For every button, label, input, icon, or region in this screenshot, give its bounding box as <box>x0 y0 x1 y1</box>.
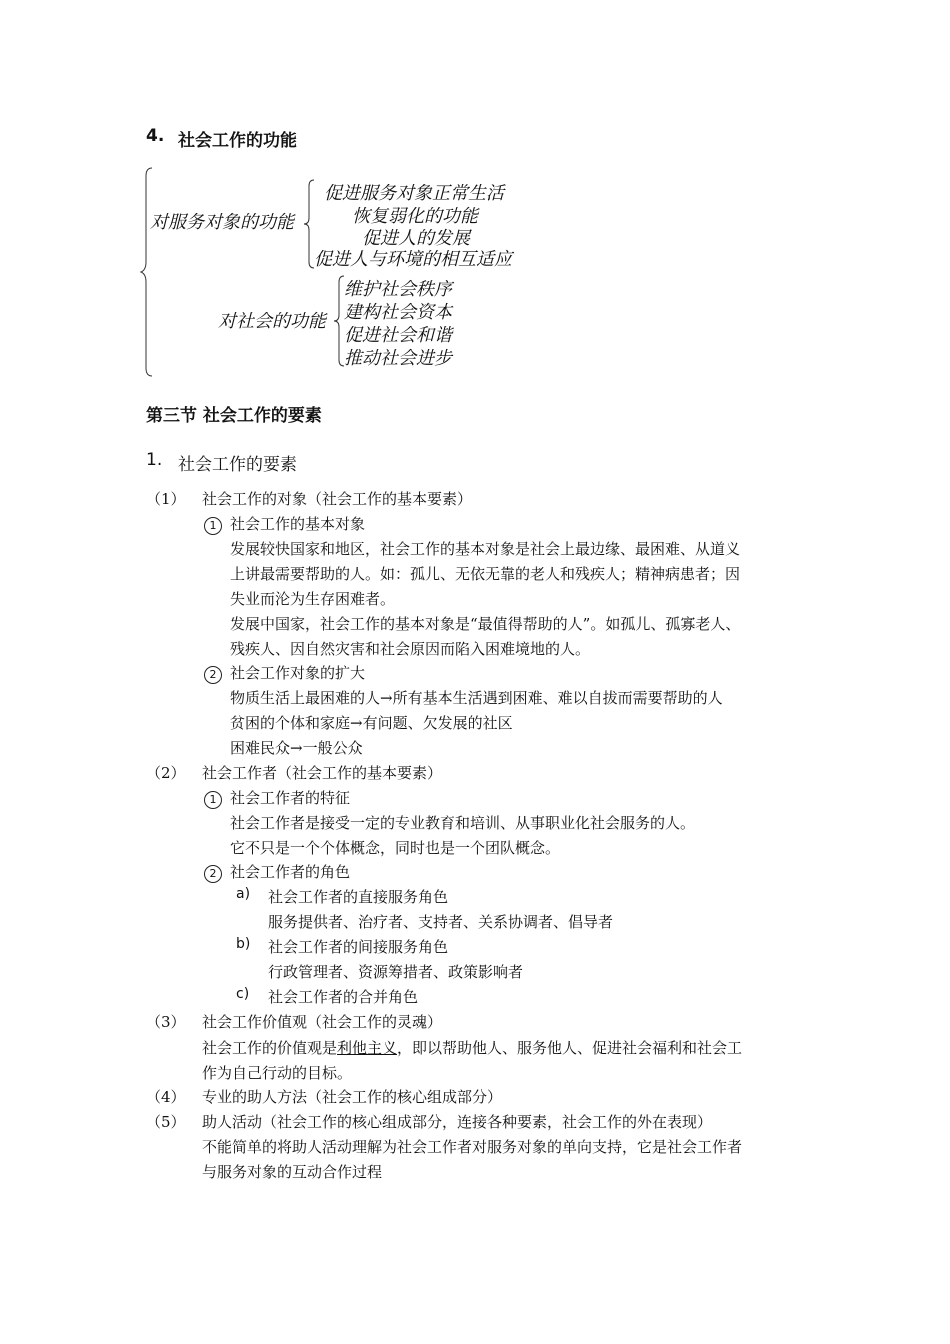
paragraph-line: 社会工作者是接受一定的专业教育和培训、从事职业化社会服务的人。 <box>230 814 696 832</box>
paragraph-line: 行政管理者、资源筹措者、政策影响者 <box>268 963 524 981</box>
paragraph-line: 不能简单的将助人活动理解为社会工作者对服务对象的单向支持，它是社会工作者 <box>202 1138 743 1156</box>
subitem-heading: 社会工作者的特征 <box>230 789 351 807</box>
paragraph-line: 残疾人、因自然灾害和社会原因而陷入困难境地的人。 <box>230 640 591 658</box>
paragraph-line: 物质生活上最困难的人→所有基本生活遇到困难、难以自拔而需要帮助的人 <box>230 689 723 707</box>
paragraph-line: 困难民众→一般公众 <box>230 739 363 757</box>
underlined-term: 利他主义 <box>337 1039 398 1057</box>
text-span: 社会工作的价值观是 <box>202 1039 338 1057</box>
role-heading: 社会工作者的间接服务角色 <box>268 938 449 956</box>
paragraph-line: 服务提供者、治疗者、支持者、关系协调者、倡导者 <box>268 913 614 931</box>
paragraph-line: 上讲最需要帮助的人。如：孤儿、无依无靠的老人和残疾人；精神病患者；因 <box>230 565 741 583</box>
role-heading: 社会工作者的合并角色 <box>268 988 419 1006</box>
paragraph-line: 发展中国家，社会工作的基本对象是“最值得帮助的人”。如孤儿、孤寡老人、 <box>230 615 741 633</box>
item-heading: 社会工作者（社会工作的基本要素） <box>202 764 443 782</box>
point-number: 1. <box>146 450 163 470</box>
role-heading: 社会工作者的直接服务角色 <box>268 888 449 906</box>
list-marker: a) <box>236 886 251 902</box>
group1-item: 恢复弱化的功能 <box>352 206 478 227</box>
group2-item: 维护社会秩序 <box>344 279 452 300</box>
paragraph-line: 发展较快国家和地区，社会工作的基本对象是社会上最边缘、最困难、从道义 <box>230 540 741 558</box>
item-number: （5） <box>146 1113 186 1131</box>
subitem-heading: 社会工作者的角色 <box>230 863 351 881</box>
paragraph-line: 失业而沦为生存困难者。 <box>230 590 396 608</box>
item-heading: 社会工作价值观（社会工作的灵魂） <box>202 1013 443 1031</box>
list-marker: c) <box>236 986 250 1002</box>
item-number: （2） <box>146 764 186 782</box>
paragraph-line: 与服务对象的互动合作过程 <box>202 1163 383 1181</box>
item-heading: 社会工作的对象（社会工作的基本要素） <box>202 490 473 508</box>
paragraph-line <box>202 1037 742 1058</box>
subitem-heading: 社会工作对象的扩大 <box>230 664 366 682</box>
list-marker: b) <box>236 936 251 952</box>
paragraph-line: 它不只是一个个体概念，同时也是一个团队概念。 <box>230 839 561 857</box>
circled-number: 2 <box>204 865 222 883</box>
group1-item: 促进服务对象正常生活 <box>324 183 504 204</box>
circled-number: 2 <box>204 666 222 684</box>
subitem-heading: 社会工作的基本对象 <box>230 515 366 533</box>
group1-label: 对服务对象的功能 <box>150 212 294 233</box>
group2-item: 建构社会资本 <box>344 302 452 323</box>
circled-number: 1 <box>204 517 222 535</box>
item-heading: 助人活动（社会工作的核心组成部分，连接各种要素，社会工作的外在表现） <box>202 1113 713 1131</box>
chapter-title: 第三节 社会工作的要素 <box>146 406 322 426</box>
group2-item: 促进社会和谐 <box>344 325 452 346</box>
paragraph-line: 贫困的个体和家庭→有问题、欠发展的社区 <box>230 714 513 732</box>
item-number: （1） <box>146 490 186 508</box>
circled-number: 1 <box>204 791 222 809</box>
group2-item: 推动社会进步 <box>344 348 452 369</box>
item-number: （4） <box>146 1088 186 1106</box>
paragraph-line: 作为自己行动的目标。 <box>202 1064 353 1082</box>
group2-label: 对社会的功能 <box>218 311 326 332</box>
item-number: （3） <box>146 1013 186 1031</box>
group1-item: 促进人的发展 <box>362 228 470 249</box>
item-heading: 专业的助人方法（社会工作的核心组成部分） <box>202 1088 503 1106</box>
text-span: ，即以帮助他人、服务他人、促进社会福利和社会工 <box>397 1039 743 1057</box>
point-title: 社会工作的要素 <box>178 455 297 475</box>
group1-item: 促进人与环境的相互适应 <box>314 249 512 270</box>
section-title: 社会工作的功能 <box>178 131 297 151</box>
outer-brace <box>140 166 154 378</box>
section-number: 4. <box>146 126 165 146</box>
